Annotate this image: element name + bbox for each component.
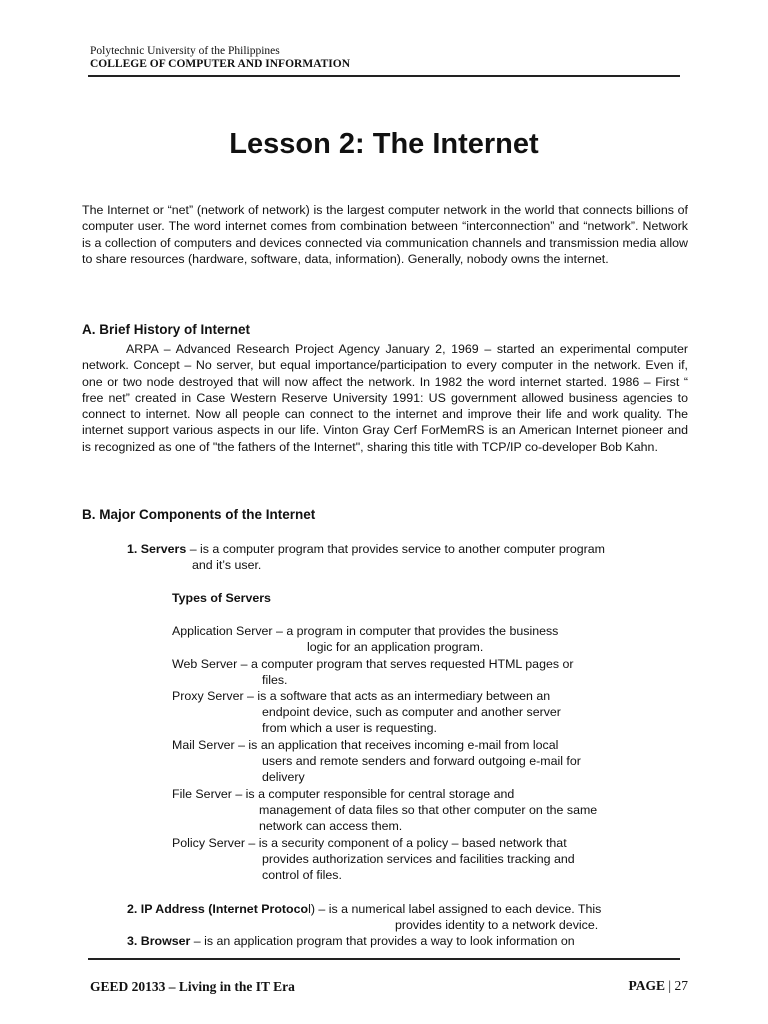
- file-server-line2: management of data files so that other computer on the same: [259, 803, 598, 817]
- browser-def: – is an application program that provides a way to look information on: [190, 934, 575, 948]
- policy-server-line1: Policy Server – is a security component of a policy – based network that: [172, 836, 567, 850]
- ip-address-term: 2. IP Address (Internet Protoco: [127, 902, 309, 916]
- page-separator: |: [665, 978, 675, 993]
- page-label: PAGE: [628, 978, 666, 993]
- servers-def: – is a computer program that provides service to another computer program: [186, 542, 605, 556]
- file-server-line3: network can access them.: [259, 819, 403, 833]
- list-item-browser: [127, 933, 575, 949]
- types-of-servers-heading: Types of Servers: [172, 591, 271, 605]
- app-server-line1: Application Server – a program in computer that provides the business: [172, 624, 559, 638]
- intro-paragraph: The Internet or “net” (network of network) is the largest computer network in the world that connects billions of computer user. The word internet comes from combination between “interconnection” and “network”. Network is a collection of computers and devices connected via communication channels and transmission media allow to share resources (hardware, software, data, information). Generally, nobody owns the internet.: [82, 203, 688, 266]
- web-server-line2: files.: [262, 673, 288, 687]
- mail-server-line3: delivery: [262, 770, 305, 784]
- footer-rule: [88, 958, 680, 960]
- proxy-server-line2: endpoint device, such as computer and another server: [262, 705, 561, 719]
- section-a-paragraph: [82, 341, 688, 455]
- mail-server-line1: Mail Server – is an application that receives incoming e-mail from local: [172, 738, 559, 752]
- browser-term: 3. Browser: [127, 934, 191, 948]
- web-server-line1: Web Server – a computer program that serves requested HTML pages or: [172, 657, 574, 671]
- ip-address-def: ) – is a numerical label assigned to each device. This: [310, 902, 602, 916]
- section-a-heading: A. Brief History of Internet: [82, 322, 251, 337]
- ip-address-def-cont: provides identity to a network device.: [395, 918, 599, 932]
- page-number: 27: [674, 978, 688, 993]
- page-number-label: [629, 978, 688, 994]
- header-rule: [88, 75, 680, 77]
- page-title: Lesson 2: The Internet: [229, 128, 539, 160]
- servers-def-cont: and it’s user.: [192, 558, 262, 572]
- section-a-text: ARPA – Advanced Research Project Agency January 2, 1969 – started an experimental computer network. Concept – No server, but equal importance/participation to every computer in the network. Even if, one or two node destroyed that will now affect the network. In 1982 the word internet started. 1986 – First “ free net” created in Case Western Reserve University 1991: US government allowed business agencies to connect to internet. Now all people can connect to the internet and improve their life and work quality. The internet support various aspects in our life. Vinton Gray Cerf ForMemRS is an American Internet pioneer and is recognized as one of "the fathers of the Internet", sharing this title with TCP/IP co-developer Bob Kahn.: [82, 342, 688, 454]
- ip-address-term-end: l: [308, 902, 311, 916]
- proxy-server-line1: Proxy Server – is a software that acts as an intermediary between an: [172, 689, 551, 703]
- college-name: COLLEGE OF COMPUTER AND INFORMATION: [90, 58, 351, 70]
- list-item-ip-address: [127, 901, 601, 917]
- university-name: Polytechnic University of the Philippines: [90, 45, 280, 57]
- servers-term: 1. Servers: [127, 542, 187, 556]
- proxy-server-line3: from which a user is requesting.: [262, 721, 437, 735]
- list-item-servers: [127, 541, 605, 557]
- policy-server-line2: provides authorization services and facilities tracking and: [262, 852, 575, 866]
- section-b-heading: B. Major Components of the Internet: [82, 507, 316, 522]
- app-server-line2: logic for an application program.: [307, 640, 484, 654]
- course-title: GEED 20133 – Living in the IT Era: [90, 979, 295, 994]
- policy-server-line3: control of files.: [262, 868, 342, 882]
- mail-server-line2: users and remote senders and forward outgoing e-mail for: [262, 754, 581, 768]
- file-server-line1: File Server – is a computer responsible for central storage and: [172, 787, 515, 801]
